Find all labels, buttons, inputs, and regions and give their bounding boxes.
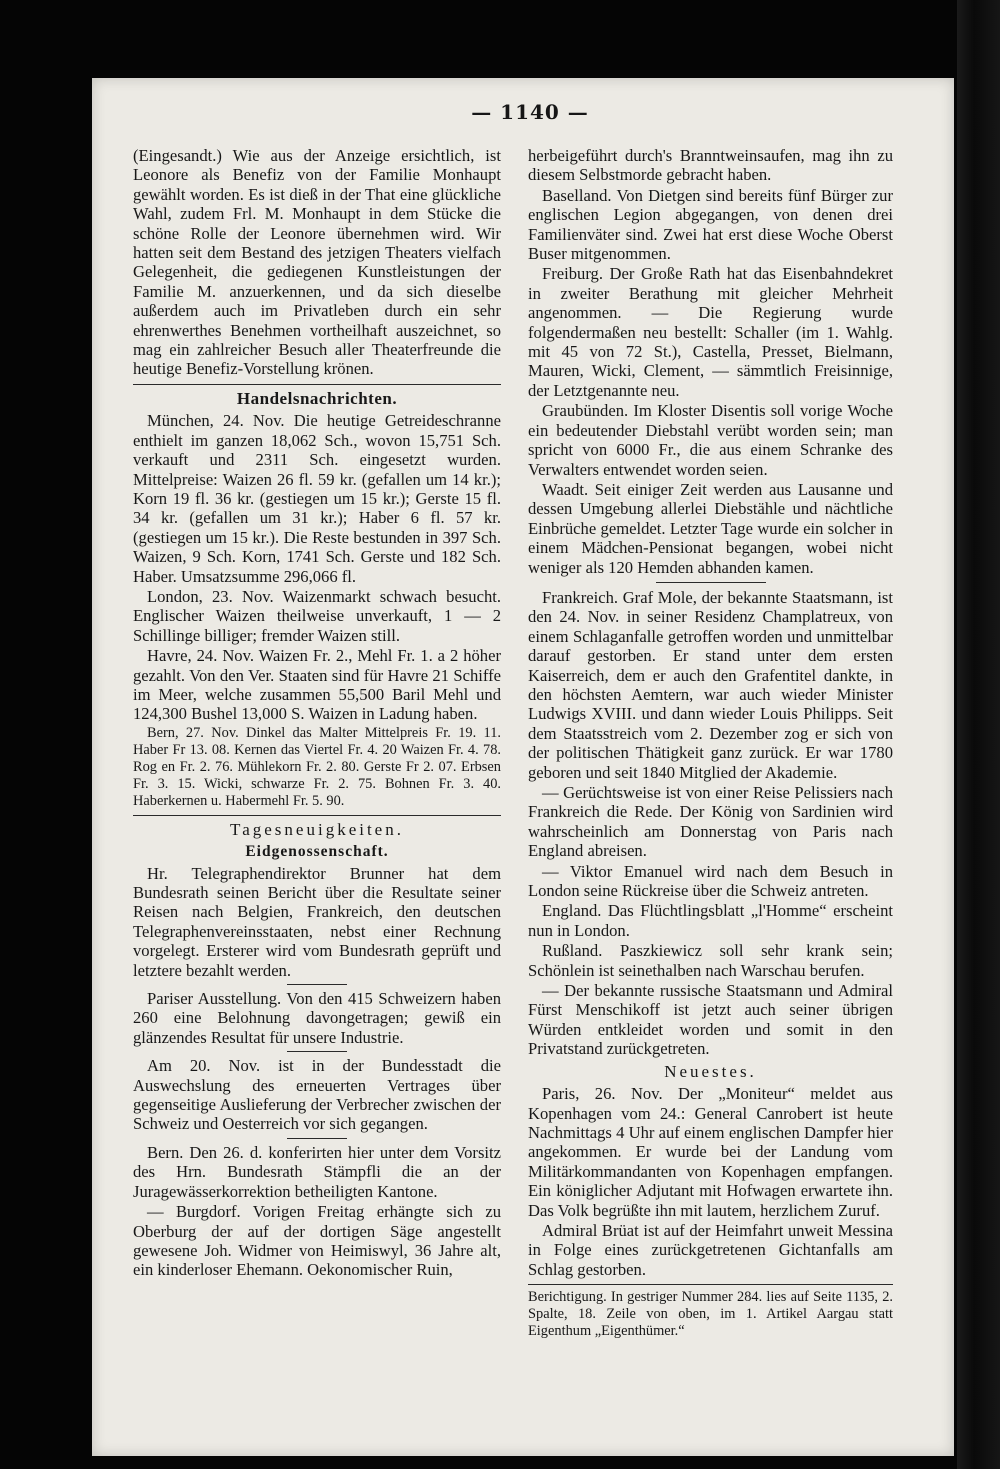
- right-column: [528, 146, 893, 1341]
- article-admiral-bruat: Admiral Brüat ist auf der Heimfahrt unweit Messina in Folge eines zurückgetretenen Gichtanfalls am Schlag gestorben.: [528, 1220, 893, 1279]
- article-telegraph: Hr. Telegraphendirektor Brunner hat dem Bundesrath seinen Bericht über die Resultate seiner Reisen nach Belgien, Frankreich, den deutschen Telegraphenvereinsstaaten, nebst einer Rechnung vorgelegt. Ersterer wird vom Bundesrath geprüft und letztere bezahlt werden.: [133, 863, 501, 980]
- page-number: — 1140 —: [471, 100, 589, 124]
- article-pariser-ausstellung: Pariser Ausstellung. Von den 415 Schweizern haben 260 eine Belohnung davongetragen; gewiß ein glänzendes Resultat für unsere Industrie.: [133, 989, 501, 1047]
- article-baselland: Baselland. Von Dietgen sind bereits fünf Bürger zur englischen Legion abgegangen, von denen drei Familienväter sind. Zwei hat erst diese Woche Oberst Buser mitgenommen.: [528, 185, 893, 264]
- heading-handelsnachrichten: Handelsnachrichten.: [236, 388, 398, 408]
- article-burgdorf-cont: herbeigeführt durch's Branntweinsaufen, mag ihn zu diesem Selbstmorde gebracht haben.: [528, 146, 893, 185]
- article-paris: Paris, 26. Nov. Der „Moniteur“ meldet aus Kopenhagen vom 24.: General Canrobert ist heute Nachmittags 4 Uhr auf einem englischen Dampfer hier angekommen. Er wurde bei der Landung vom Militärkommandanten von Kopenhagen empfangen. Ein königlicher Adjutant mit Hofwagen erwartete ihn. Das Volk begrüßte ihn mit lautem, herzlichem Zuruf.: [528, 1084, 893, 1220]
- article-divider: [287, 1138, 347, 1139]
- article-london: London, 23. Nov. Waizenmarkt schwach besucht. Englischer Waizen theilweise unverkauft, 1 — 2 Schillinge billiger; fremder Waizen still.: [133, 586, 501, 645]
- article-bern-markt: Bern, 27. Nov. Dinkel das Malter Mittelpreis Fr. 19. 11. Haber Fr 13. 08. Kernen das Viertel Fr. 4. 20 Waizen Fr. 4. 78. Rog en Fr. 2. 76. Mühlekorn Fr. 2. 80. Gerste Fr 2. 07. Erbsen Fr. 3. 15. Wicki, schwarze Fr. 2. 75. Bohnen Fr. 3. 40. Haberkernen u. Habermehl Fr. 5. 90.: [133, 724, 501, 809]
- section-divider: [133, 815, 501, 816]
- article-auslieferung: Am 20. Nov. ist in der Bundesstadt die Auswechslung des erneuerten Vertrages über gegenseitige Auslieferung der Verbrecher zwischen der Schweiz und Oesterreich vor sich gegangen.: [133, 1056, 501, 1134]
- article-waadt: Waadt. Seit einiger Zeit werden aus Lausanne und dessen Umgebung allerlei Diebstähle und nächtliche Einbrüche gemeldet. Letzter Tage wurde ein solcher in einem Mädchen-Pensionat begangen, wobei nicht weniger als 120 Hemden abhanden kamen.: [528, 479, 893, 577]
- article-bern-konferenz: Bern. Den 26. d. konferirten hier unter dem Vorsitz des Hrn. Bundesrath Stämpfli die an der Juragewässerkorrektion betheiligten Kantone.: [133, 1142, 501, 1201]
- article-havre: Havre, 24. Nov. Waizen Fr. 2., Mehl Fr. 1. a 2 höher gezahlt. Von den Ver. Staaten sind für Havre 21 Schiffe im Meer, welche zusammen 55,500 Baril Mehl und 124,300 Bushel 13,000 S. Waizen in Ladung haben.: [133, 646, 501, 724]
- heading-tagesneuigkeiten: Tagesneuigkeiten.: [230, 819, 404, 839]
- article-viktor-emanuel: — Viktor Emanuel wird nach dem Besuch in London seine Rückreise über die Schweiz antreten.: [528, 861, 893, 901]
- article-divider: [656, 582, 766, 583]
- article-eingesandt: (Eingesandt.) Wie aus der Anzeige ersichtlich, ist Leonore als Benefiz von der Familie Monhaupt gewählt worden. Es ist dieß in der That eine glückliche Wahl, zudem Frl. M. Monhaupt in dem Stücke die schöne Rolle der Leonore übernehmen wird. Wir hatten seit dem Bestand des jetzigen Theaters vielfach Gelegenheit, die gediegenen Kunstleistungen der Familie M. anzuerkennen, und da sich dieselbe außerdem auch im Privatleben durch ein sehr ehrenwerthes Benehmen vortheilhaft auszeichnet, so mag ein zahlreicher Besuch aller Theaterfreunde die heutige Benefiz-Vorstellung krönen.: [133, 146, 501, 379]
- article-muenchen: München, 24. Nov. Die heutige Getreideschranne enthielt im ganzen 18,062 Sch., wovon 15,751 Sch. verkauft und 2311 Sch. eingesetzt wurden. Mittelpreise: Waizen 26 fl. 59 kr. (gefallen um 14 kr.); Korn 19 fl. 36 kr. (gestiegen um 15 kr.); Gerste 15 fl. 34 kr. (gefallen um 31 kr.); Haber 6 fl. 57 kr. (gestiegen um 15 kr.). Die Reste bestunden in 397 Sch. Waizen, 9 Sch. Korn, 1741 Sch. Gerste und 182 Sch. Haber. Umsatzsumme 296,066 fl.: [133, 411, 501, 586]
- article-divider: [287, 984, 347, 985]
- scan-edge: [957, 0, 1000, 1469]
- article-russland: Rußland. Paszkiewicz soll sehr krank sein; Schönlein ist seinethalben nach Warschau berufen.: [528, 941, 893, 980]
- section-divider: [133, 384, 501, 385]
- berichtigung: Berichtigung. In gestriger Nummer 284. lies auf Seite 1135, 2. Spalte, 18. Zeile von oben, im 1. Artikel Aargau statt Eigenthum „Eigenthümer.“: [528, 1289, 893, 1340]
- article-burgdorf: — Burgdorf. Vorigen Freitag erhängte sich zu Oberburg der auf der dortigen Säge angestellt gewesene Joh. Widmer von Heimiswyl, 36 Jahre alt, ein kinderloser Ehemann. Oekonomischer Ruin,: [133, 1202, 501, 1280]
- article-divider: [287, 1051, 347, 1052]
- article-freiburg: Freiburg. Der Große Rath hat das Eisenbahndekret in zweiter Berathung mit gleicher Mehrheit angenommen. — Die Regierung wurde folgendermaßen neu bestellt: Schaller (im 1. Wahlg. mit 45 von 72 St.), Castella, Presset, Bielmann, Mauren, Wicki, Clement, — sämmtlich Freisinnige, der Letztgenannte neu.: [528, 264, 893, 400]
- article-graubuenden: Graubünden. Im Kloster Disentis soll vorige Woche ein bedeutender Diebstahl verübt worden sein; man spricht von 6000 Fr., die aus einem Schranke des Verwalters entwendet worden seien.: [528, 401, 893, 479]
- article-frankreich: Frankreich. Graf Mole, der bekannte Staatsmann, ist den 24. Nov. in seiner Residenz Champlatreux, von einem Schlaganfalle getroffen worden und unmittelbar darauf gestorben. Er stand unter dem ersten Kaiserreich, dem er auch den Grafentitel dankte, in den höchsten Aemtern, war auch wieder Minister Ludwigs XVIII. und dann wieder Louis Philipps. Seit dem Staatsstreich vom 2. Dezember zog er sich von der politischen Thätigkeit ganz zurück. Er war 1780 geboren und seit 1840 Mitglied der Akademie.: [528, 587, 893, 782]
- heading-eidgenossenschaft: Eidgenossenschaft.: [245, 843, 389, 861]
- heading-neuestes: Neuestes.: [664, 1061, 757, 1081]
- article-england: England. Das Flüchtlingsblatt „l'Homme“ erscheint nun in London.: [528, 901, 893, 940]
- section-divider: [528, 1284, 893, 1285]
- left-column: [133, 146, 501, 1281]
- article-menschikoff: — Der bekannte russische Staatsmann und Admiral Fürst Menschikoff ist jetzt auch seiner übrigen Würden entkleidet worden und somit in den Privatstand zurückgetreten.: [528, 981, 893, 1059]
- article-geruechte: — Gerüchtsweise ist von einer Reise Pelissiers nach Frankreich die Rede. Der König von Sardinien wird wahrscheinlich am Donnerstag von Paris nach England abreisen.: [528, 783, 893, 861]
